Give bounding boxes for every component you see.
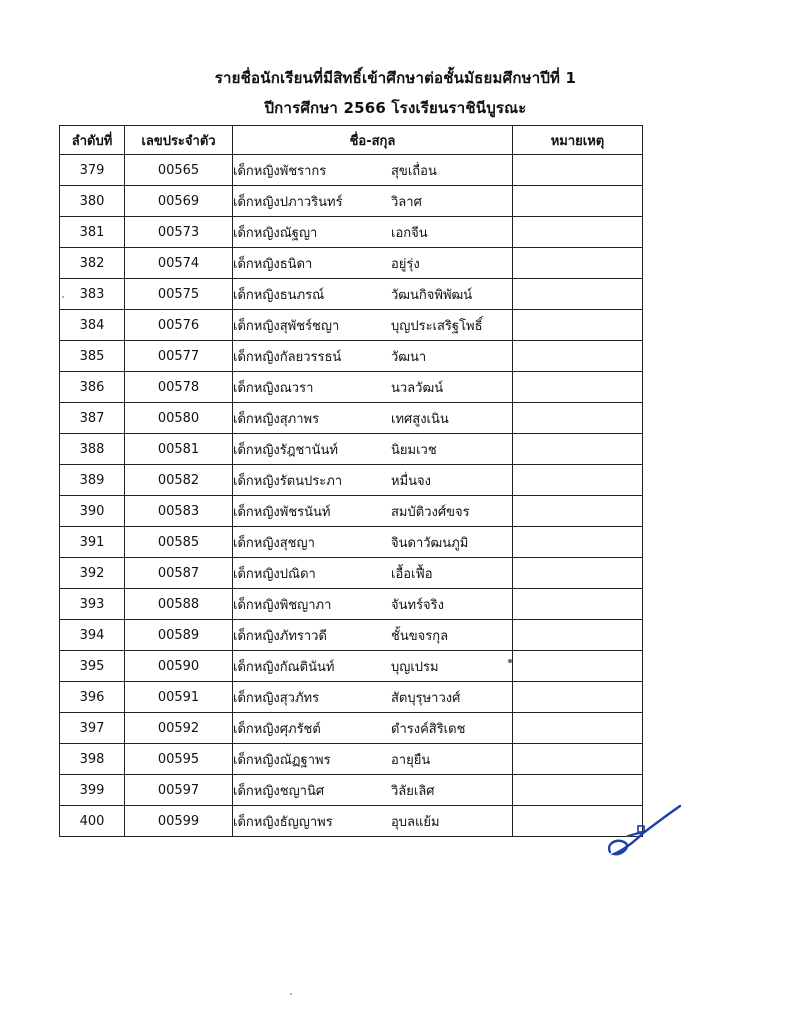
cell-full-name bbox=[233, 713, 513, 744]
last-name: วัฒนา bbox=[391, 349, 427, 365]
cell-full-name bbox=[233, 465, 513, 496]
cell-full-name bbox=[233, 341, 513, 372]
header-seq: ลำดับที่ bbox=[60, 126, 125, 155]
cell-full-name bbox=[233, 651, 513, 682]
table-row bbox=[60, 713, 643, 744]
cell-student-id: 00588 bbox=[125, 589, 233, 620]
last-name: วัฒนกิจพิพัฒน์ bbox=[391, 287, 473, 303]
cell-seq: 380 bbox=[60, 186, 125, 217]
cell-note bbox=[513, 682, 643, 713]
last-name: อุบลแย้ม bbox=[391, 814, 440, 830]
last-name: สัตบุรุษาวงศ์ bbox=[391, 690, 461, 706]
last-name: สุขเถื่อน bbox=[391, 163, 437, 179]
cell-full-name bbox=[233, 434, 513, 465]
cell-seq: 400 bbox=[60, 806, 125, 837]
cell-seq: 398 bbox=[60, 744, 125, 775]
first-name: เด็กหญิงธัญญาพร bbox=[233, 814, 333, 830]
first-name: เด็กหญิงธนภรณ์ bbox=[233, 287, 325, 303]
first-name: เด็กหญิงรัตนประภา bbox=[233, 473, 343, 489]
cell-full-name bbox=[233, 217, 513, 248]
first-name: เด็กหญิงกัลยวรรธน์ bbox=[233, 349, 342, 365]
first-name: เด็กหญิงณวรา bbox=[233, 380, 314, 396]
cell-seq: 389 bbox=[60, 465, 125, 496]
table-body bbox=[60, 155, 643, 837]
cell-note bbox=[513, 465, 643, 496]
cell-student-id: 00597 bbox=[125, 775, 233, 806]
cell-student-id: 00577 bbox=[125, 341, 233, 372]
scan-speck bbox=[290, 993, 292, 995]
table-row bbox=[60, 217, 643, 248]
cell-full-name bbox=[233, 496, 513, 527]
last-name: เอื้อเฟื้อ bbox=[391, 566, 433, 582]
table-row bbox=[60, 155, 643, 186]
cell-seq: 395 bbox=[60, 651, 125, 682]
table-row bbox=[60, 620, 643, 651]
cell-full-name bbox=[233, 310, 513, 341]
cell-note bbox=[513, 651, 643, 682]
cell-student-id: 00576 bbox=[125, 310, 233, 341]
cell-seq: 381 bbox=[60, 217, 125, 248]
cell-seq: 387 bbox=[60, 403, 125, 434]
cell-seq: 397 bbox=[60, 713, 125, 744]
first-name: เด็กหญิงศุภรัชต์ bbox=[233, 721, 321, 737]
cell-student-id: 00565 bbox=[125, 155, 233, 186]
cell-seq: 386 bbox=[60, 372, 125, 403]
cell-student-id: 00582 bbox=[125, 465, 233, 496]
last-name: บุญประเสริฐโพธิ์ bbox=[391, 318, 483, 334]
cell-note bbox=[513, 341, 643, 372]
cell-full-name bbox=[233, 806, 513, 837]
first-name: เด็กหญิงณัฐญา bbox=[233, 225, 318, 241]
cell-seq: 388 bbox=[60, 434, 125, 465]
cell-student-id: 00575 bbox=[125, 279, 233, 310]
first-name: เด็กหญิงปภาวรินทร์ bbox=[233, 194, 343, 210]
first-name: เด็กหญิงณัฏฐาพร bbox=[233, 752, 331, 768]
scan-speck bbox=[62, 296, 64, 298]
table-row bbox=[60, 589, 643, 620]
cell-student-id: 00587 bbox=[125, 558, 233, 589]
last-name: วิลาศ bbox=[391, 194, 422, 210]
table-row bbox=[60, 310, 643, 341]
last-name: นิยมเวช bbox=[391, 442, 437, 458]
cell-student-id: 00578 bbox=[125, 372, 233, 403]
cell-note bbox=[513, 403, 643, 434]
cell-seq: 382 bbox=[60, 248, 125, 279]
last-name: นวลวัฒน์ bbox=[391, 380, 444, 396]
cell-seq: 393 bbox=[60, 589, 125, 620]
cell-note bbox=[513, 744, 643, 775]
cell-note bbox=[513, 496, 643, 527]
cell-student-id: 00592 bbox=[125, 713, 233, 744]
cell-seq: 396 bbox=[60, 682, 125, 713]
last-name: วิลัยเลิศ bbox=[391, 783, 435, 799]
cell-student-id: 00580 bbox=[125, 403, 233, 434]
table-row bbox=[60, 527, 643, 558]
cell-seq: 379 bbox=[60, 155, 125, 186]
first-name: เด็กหญิงพัชรากร bbox=[233, 163, 327, 179]
cell-seq: 383 bbox=[60, 279, 125, 310]
cell-seq: 399 bbox=[60, 775, 125, 806]
cell-note bbox=[513, 155, 643, 186]
ink-dot bbox=[508, 659, 512, 663]
cell-student-id: 00589 bbox=[125, 620, 233, 651]
table-row bbox=[60, 558, 643, 589]
first-name: เด็กหญิงสุพัชร์ชญา bbox=[233, 318, 340, 334]
cell-seq: 390 bbox=[60, 496, 125, 527]
cell-note bbox=[513, 713, 643, 744]
student-roster-table bbox=[59, 125, 643, 837]
cell-full-name bbox=[233, 775, 513, 806]
document-title: รายชื่อนักเรียนที่มีสิทธิ์เข้าศึกษาต่อชั้นมัธยมศึกษาปีที่ 1 bbox=[214, 69, 577, 87]
last-name: ชั้นขจรกุล bbox=[391, 628, 449, 644]
first-name: เด็กหญิงชญานิศ bbox=[233, 783, 325, 799]
table-row bbox=[60, 279, 643, 310]
table-row bbox=[60, 372, 643, 403]
cell-student-id: 00569 bbox=[125, 186, 233, 217]
cell-student-id: 00573 bbox=[125, 217, 233, 248]
last-name: บุญเปรม bbox=[391, 659, 439, 675]
cell-full-name bbox=[233, 279, 513, 310]
cell-full-name bbox=[233, 527, 513, 558]
table-row bbox=[60, 465, 643, 496]
cell-full-name bbox=[233, 589, 513, 620]
first-name: เด็กหญิงสุชญา bbox=[233, 535, 315, 551]
last-name: อยู่รุ่ง bbox=[391, 256, 420, 272]
cell-student-id: 00595 bbox=[125, 744, 233, 775]
last-name: หมื่นจง bbox=[391, 473, 431, 489]
cell-note bbox=[513, 372, 643, 403]
cell-full-name bbox=[233, 186, 513, 217]
last-name: สมบัติวงศ์ขจร bbox=[391, 504, 470, 520]
cell-student-id: 00585 bbox=[125, 527, 233, 558]
cell-full-name bbox=[233, 558, 513, 589]
document-subtitle: ปีการศึกษา 2566 โรงเรียนราชินีบูรณะ bbox=[264, 99, 527, 117]
header-id: เลขประจำตัว bbox=[125, 126, 233, 155]
last-name: ดำรงค์สิริเดช bbox=[391, 721, 466, 737]
cell-student-id: 00590 bbox=[125, 651, 233, 682]
cell-student-id: 00599 bbox=[125, 806, 233, 837]
cell-note bbox=[513, 589, 643, 620]
cell-note bbox=[513, 527, 643, 558]
first-name: เด็กหญิงรัฎชานันท์ bbox=[233, 442, 338, 458]
table-row bbox=[60, 806, 643, 837]
cell-note bbox=[513, 558, 643, 589]
cell-full-name bbox=[233, 744, 513, 775]
table-row bbox=[60, 682, 643, 713]
first-name: เด็กหญิงพัชรนันท์ bbox=[233, 504, 331, 520]
cell-student-id: 00581 bbox=[125, 434, 233, 465]
last-name: จินดาวัฒนภูมิ bbox=[391, 535, 469, 551]
table-row bbox=[60, 341, 643, 372]
cell-seq: 385 bbox=[60, 341, 125, 372]
table-row bbox=[60, 651, 643, 682]
table-row bbox=[60, 744, 643, 775]
cell-note bbox=[513, 310, 643, 341]
cell-note bbox=[513, 248, 643, 279]
cell-full-name bbox=[233, 403, 513, 434]
cell-note bbox=[513, 186, 643, 217]
last-name: จันทร์จริง bbox=[391, 597, 445, 613]
table-row bbox=[60, 434, 643, 465]
table-row bbox=[60, 496, 643, 527]
cell-full-name bbox=[233, 682, 513, 713]
last-name: อายุยืน bbox=[391, 752, 431, 768]
cell-seq: 391 bbox=[60, 527, 125, 558]
cell-note bbox=[513, 620, 643, 651]
cell-seq: 394 bbox=[60, 620, 125, 651]
cell-full-name bbox=[233, 372, 513, 403]
first-name: เด็กหญิงปณิดา bbox=[233, 566, 316, 582]
last-name: เทศสูงเนิน bbox=[391, 411, 449, 427]
table-row bbox=[60, 186, 643, 217]
cell-seq: 392 bbox=[60, 558, 125, 589]
cell-full-name bbox=[233, 620, 513, 651]
table-row bbox=[60, 775, 643, 806]
table-row bbox=[60, 248, 643, 279]
first-name: เด็กหญิงภัทราวดี bbox=[233, 628, 327, 644]
cell-full-name bbox=[233, 155, 513, 186]
cell-note bbox=[513, 434, 643, 465]
first-name: เด็กหญิงสุวภัทร bbox=[233, 690, 320, 706]
header-name: ชื่อ-สกุล bbox=[233, 126, 513, 155]
table-row bbox=[60, 403, 643, 434]
header-note: หมายเหตุ bbox=[513, 126, 643, 155]
cell-student-id: 00574 bbox=[125, 248, 233, 279]
signature-icon bbox=[602, 800, 692, 862]
cell-student-id: 00591 bbox=[125, 682, 233, 713]
first-name: เด็กหญิงพิชญาภา bbox=[233, 597, 332, 613]
table-header-row bbox=[60, 126, 643, 155]
cell-note bbox=[513, 279, 643, 310]
cell-note bbox=[513, 217, 643, 248]
first-name: เด็กหญิงสุภาพร bbox=[233, 411, 320, 427]
cell-full-name bbox=[233, 248, 513, 279]
first-name: เด็กหญิงธนิดา bbox=[233, 256, 313, 272]
cell-seq: 384 bbox=[60, 310, 125, 341]
last-name: เอกจีน bbox=[391, 225, 428, 241]
cell-student-id: 00583 bbox=[125, 496, 233, 527]
first-name: เด็กหญิงกัณตินันท์ bbox=[233, 659, 335, 675]
